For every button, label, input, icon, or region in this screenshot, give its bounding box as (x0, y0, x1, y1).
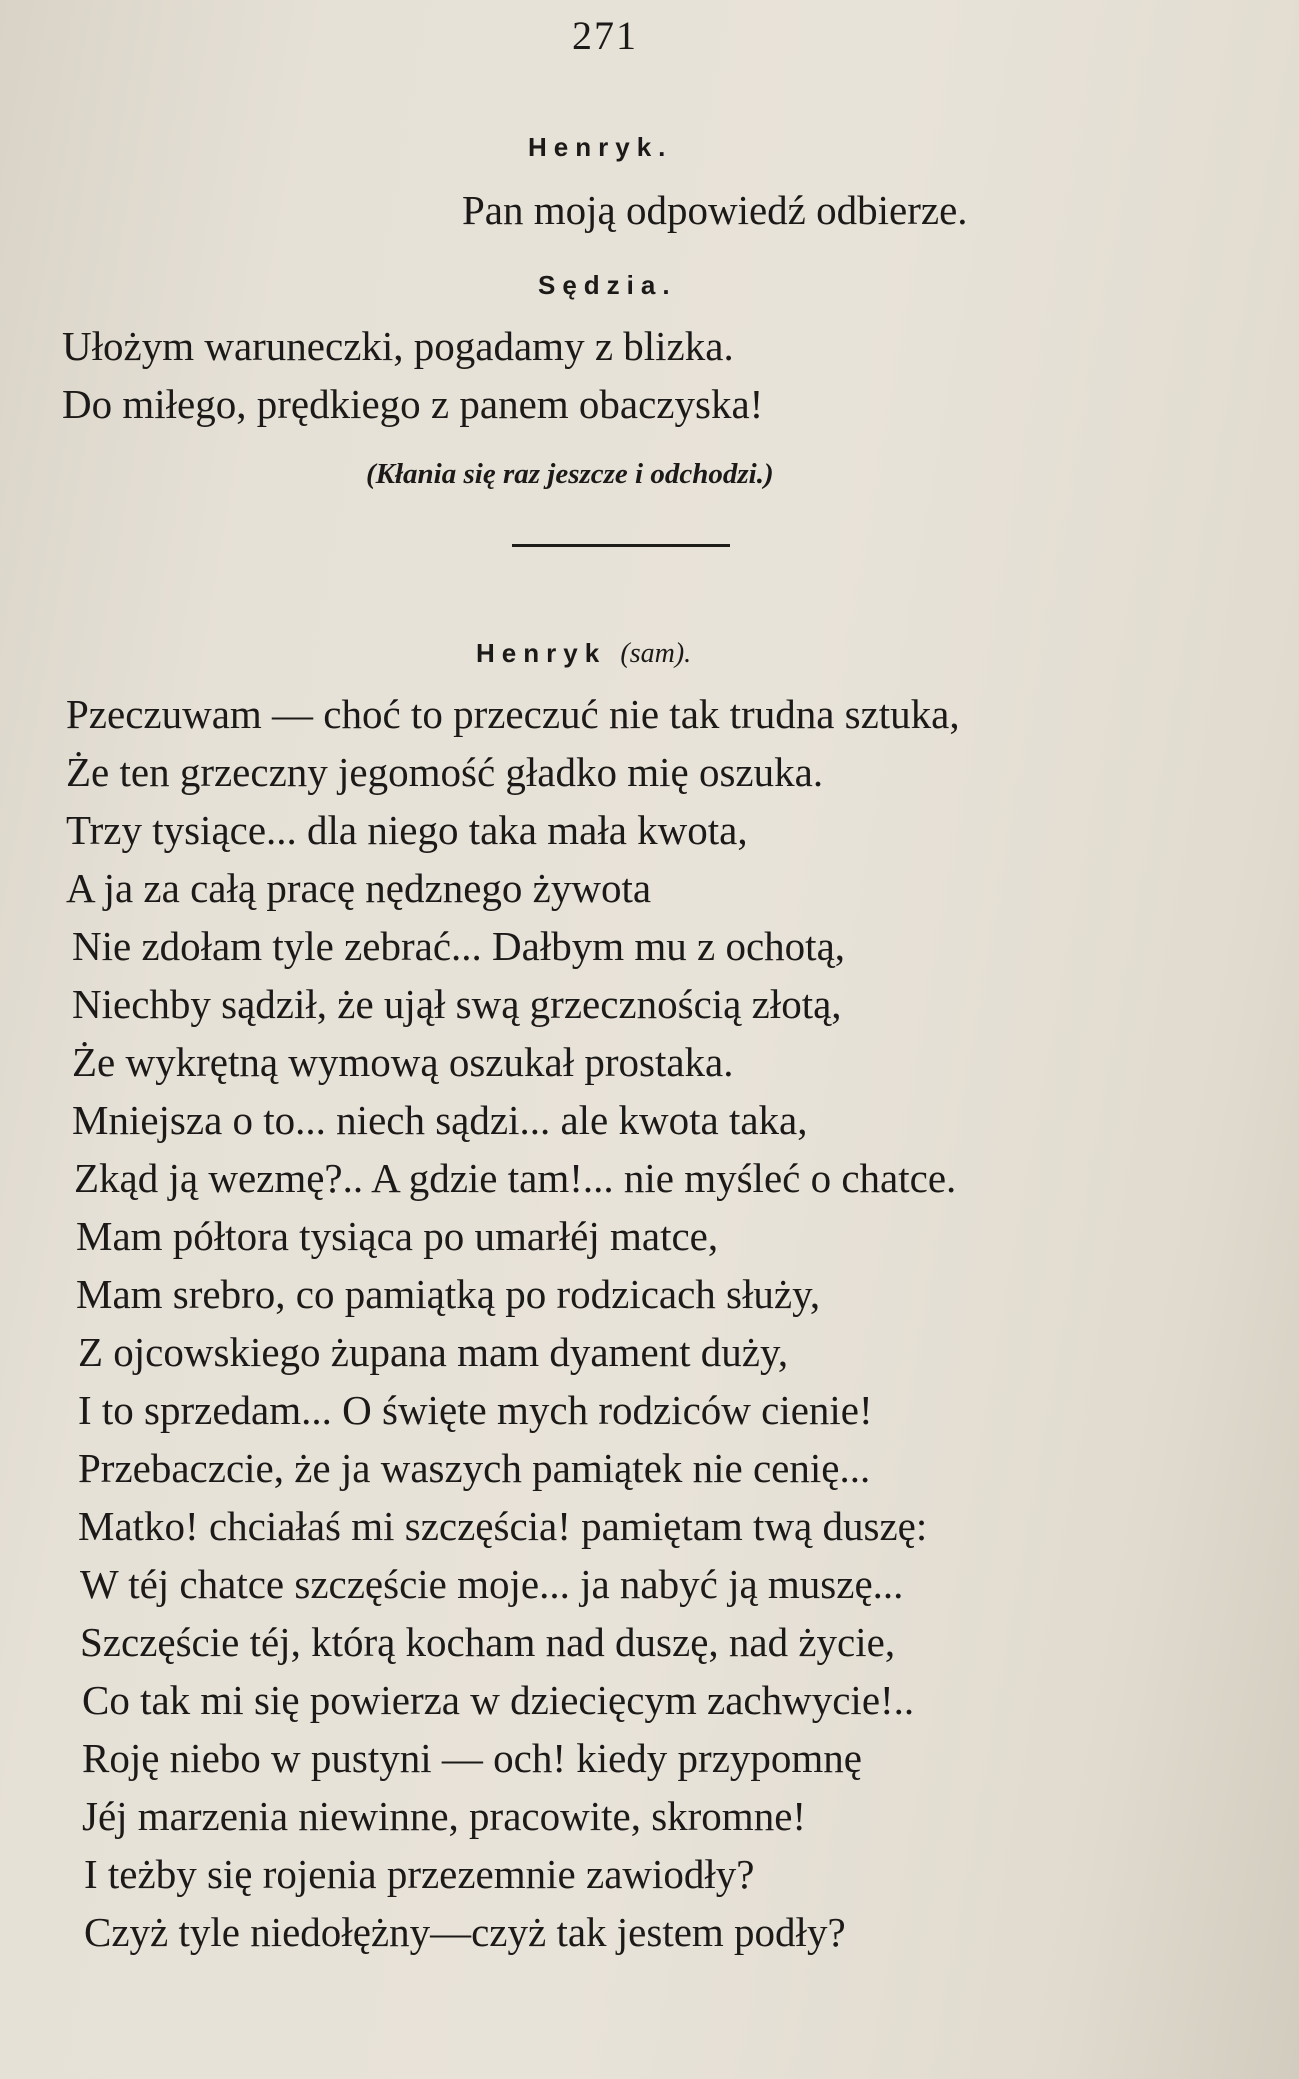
verse-line: Roję niebo w pustyni — och! kiedy przypomnę (82, 1735, 863, 1781)
verse-line: Trzy tysiące... dla niego taka mała kwota, (66, 807, 748, 853)
verse-line: Matko! chciałaś mi szczęścia! pamiętam twą duszę: (78, 1503, 928, 1549)
verse-line: Nie zdołam tyle zebrać... Dałbym mu z ochotą, (72, 923, 846, 969)
speaker-name: Henryk (476, 638, 607, 668)
verse-line: Co tak mi się powierza w dziecięcym zachwycie!.. (82, 1677, 915, 1723)
verse-line: Czyż tyle niedołężny—czyż tak jestem podły? (84, 1909, 846, 1955)
verse-line: Mam półtora tysiąca po umarłéj matce, (76, 1213, 719, 1259)
section-divider (512, 544, 730, 547)
verse-line: Jéj marzenia niewinne, pracowite, skromne! (82, 1793, 807, 1839)
verse-line: Szczęście téj, którą kocham nad duszę, nad życie, (80, 1619, 896, 1665)
verse-line: Ułożym waruneczki, pogadamy z blizka. (62, 323, 734, 369)
stage-direction: (Kłania się raz jeszcze i odchodzi.) (366, 458, 774, 490)
verse-line: Że ten grzeczny jegomość gładko mię oszuka. (66, 749, 824, 795)
verse-line: A ja za całą pracę nędznego żywota (66, 865, 652, 911)
verse-line: Pzeczuwam — choć to przeczuć nie tak trudna sztuka, (66, 691, 960, 737)
speaker-henryk: Henryk. (528, 132, 673, 162)
verse-line: Z ojcowskiego żupana mam dyament duży, (78, 1329, 789, 1375)
verse-line: Do miłego, prędkiego z panem obaczyska! (62, 381, 764, 427)
verse-line: Mam srebro, co pamiątką po rodzicach służy, (76, 1271, 821, 1317)
verse-line: W téj chatce szczęście moje... ja nabyć ją muszę... (80, 1561, 904, 1607)
verse-line: Przebaczcie, że ja waszych pamiątek nie cenię... (78, 1445, 871, 1491)
verse-line: Że wykrętną wymową oszukał prostaka. (72, 1039, 734, 1085)
verse-line: Pan moją odpowiedź odbierze. (462, 187, 968, 233)
speaker-henryk-sam (476, 638, 691, 670)
page-number: 271 (572, 13, 638, 58)
verse-line: I to sprzedam... O święte mych rodziców cienie! (78, 1387, 873, 1433)
verse-line: Mniejsza o to... niech sądzi... ale kwota taka, (72, 1097, 808, 1143)
speaker-note: (sam). (620, 638, 692, 669)
verse-line: I teżby się rojenia przezemnie zawiodły? (84, 1851, 755, 1897)
verse-line: Niechby sądził, że ujął swą grzecznością złotą, (72, 981, 842, 1027)
verse-line: Zkąd ją wezmę?.. A gdzie tam!... nie myśleć o chatce. (74, 1155, 957, 1201)
speaker-sedzia: Sędzia. (538, 270, 677, 300)
